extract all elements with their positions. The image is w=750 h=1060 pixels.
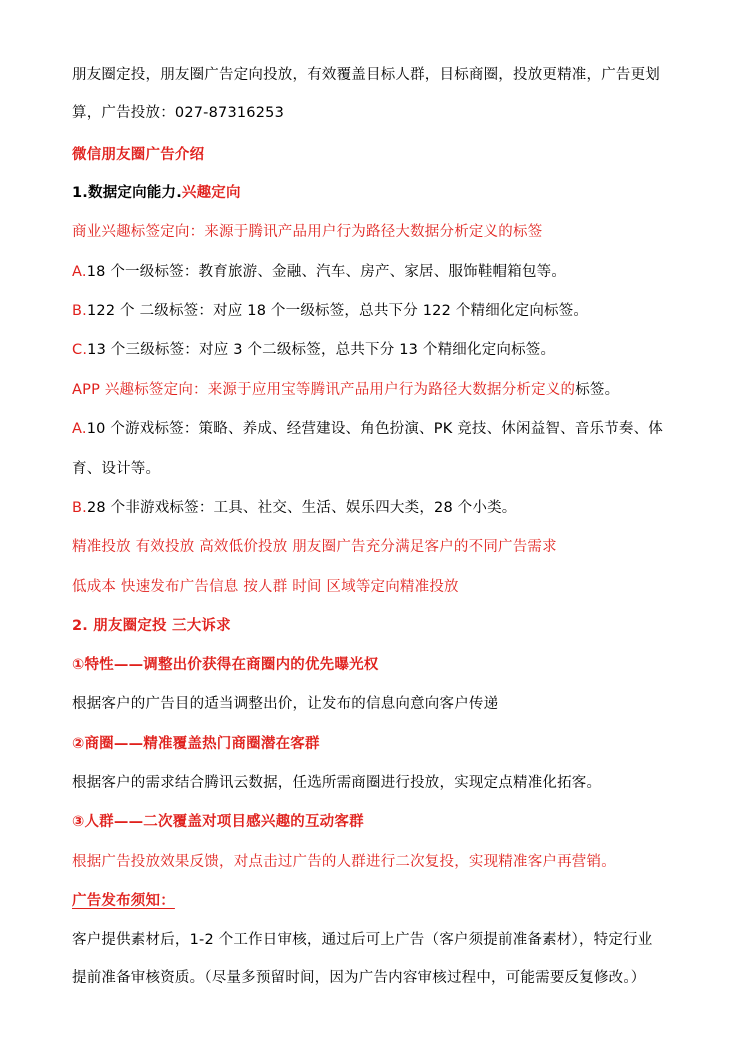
app-item-a-prefix: A. bbox=[72, 421, 87, 437]
app-item-a-line-2: 育、设计等。 bbox=[72, 461, 161, 477]
section-2-heading-prefix: 2. 朋友圈定投 bbox=[72, 618, 172, 634]
notice-title bbox=[72, 891, 684, 911]
tag-item-a-prefix: A. bbox=[72, 264, 87, 280]
app-item-b-text: 28 个非游戏标签：工具、社交、生活、娱乐四大类，28 个小类。 bbox=[86, 500, 517, 516]
notice-line-1: 客户提供素材后，1-2 个工作日审核，通过后可上广告（客户须提前准备素材），特定行业 bbox=[72, 932, 653, 948]
app-item-a-line-1 bbox=[72, 419, 684, 439]
tag-item-a bbox=[72, 262, 684, 282]
business-interest-line: 商业兴趣标签定向：来源于腾讯产品用户行为路径大数据分析定义的标签 bbox=[72, 224, 543, 240]
slogan-line-1: 精准投放 有效投放 高效低价投放 朋友圈广告充分满足客户的不同广告需求 bbox=[72, 539, 557, 555]
demand-1-title: ①特性——调整出价获得在商圈内的优先曝光权 bbox=[72, 657, 379, 673]
section-1-heading-prefix: 1.数据定向能力. bbox=[72, 185, 182, 201]
demand-3-title: ③人群——二次覆盖对项目感兴趣的互动客群 bbox=[72, 814, 364, 830]
demand-2-text: 根据客户的需求结合腾讯云数据，任选所需商圈进行投放，实现定点精准化拓客。 bbox=[72, 775, 602, 791]
app-item-a-text: 10 个游戏标签：策略、养成、经营建设、角色扮演、PK 竞技、休闲益智、音乐节奏、体 bbox=[86, 421, 664, 437]
app-interest-text: APP 兴趣标签定向：来源于应用宝等腾讯产品用户行为路径大数据分析定义的 bbox=[72, 382, 576, 398]
app-item-b bbox=[72, 498, 684, 518]
app-interest-line bbox=[72, 380, 684, 400]
section-title: 微信朋友圈广告介绍 bbox=[72, 147, 205, 163]
app-item-b-prefix: B. bbox=[72, 500, 87, 516]
section-1-heading bbox=[72, 183, 684, 203]
intro-line-2: 算，广告投放：027-87316253 bbox=[72, 105, 285, 121]
section-2-heading bbox=[72, 616, 684, 636]
section-1-heading-highlight: 兴趣定向 bbox=[181, 185, 241, 201]
demand-3-text: 根据广告投放效果反馈，对点击过广告的人群进行二次复投，实现精准客户再营销。 bbox=[72, 854, 616, 870]
tag-item-c bbox=[72, 340, 684, 360]
tag-item-a-text: 18 个一级标签：教育旅游、金融、汽车、房产、家居、服饰鞋帽箱包等。 bbox=[86, 264, 567, 280]
demand-1-text: 根据客户的广告目的适当调整出价，让发布的信息向意向客户传递 bbox=[72, 696, 499, 712]
notice-title-text: 广告发布须知： bbox=[72, 893, 175, 909]
notice-line-2: 提前准备审核资质。（尽量多预留时间，因为广告内容审核过程中，可能需要反复修改。） bbox=[72, 970, 646, 986]
tag-item-c-prefix: C. bbox=[72, 342, 88, 358]
tag-item-b-text: 122 个 二级标签：对应 18 个一级标签，总共下分 122 个精细化定向标签。 bbox=[86, 303, 589, 319]
app-interest-suffix: 标签。 bbox=[575, 382, 620, 398]
tag-item-b-prefix: B. bbox=[72, 303, 87, 319]
slogan-line-2: 低成本 快速发布广告信息 按人群 时间 区域等定向精准投放 bbox=[72, 579, 459, 595]
demand-2-title: ②商圈——精准覆盖热门商圈潜在客群 bbox=[72, 736, 320, 752]
tag-item-b bbox=[72, 301, 684, 321]
intro-line-1: 朋友圈定投，朋友圈广告定向投放，有效覆盖目标人群，目标商圈，投放更精准，广告更划 bbox=[72, 67, 660, 83]
tag-item-c-text: 13 个三级标签：对应 3 个二级标签，总共下分 13 个精细化定向标签。 bbox=[87, 342, 556, 358]
section-2-heading-highlight: 三大诉求 bbox=[172, 618, 231, 634]
